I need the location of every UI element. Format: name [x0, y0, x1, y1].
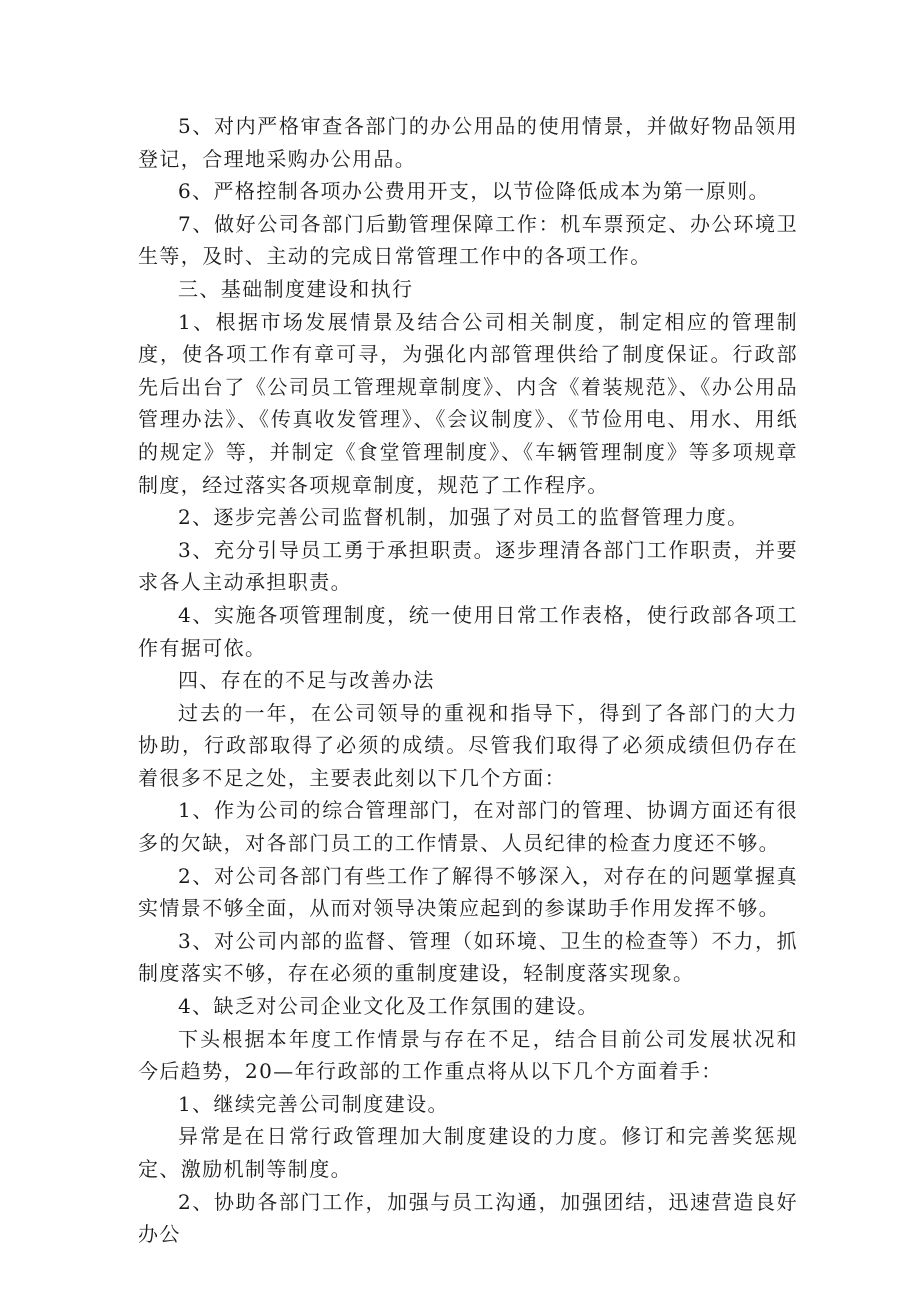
- paragraph: 7、做好公司各部门后勤管理保障工作：机车票预定、办公环境卫生等，及时、主动的完成日常管理工作中的各项工作。: [138, 211, 798, 269]
- paragraph: 3、对公司内部的监督、管理（如环境、卫生的检查等）不力，抓制度落实不够，存在必须的重制度建设，轻制度落实现象。: [138, 928, 798, 986]
- paragraph: 1、根据市场发展情景及结合公司相关制度，制定相应的管理制度，使各项工作有章可寻，为强化内部管理供给了制度保证。行政部先后出台了《公司员工管理规章制度》、内含《着装规范》、《办公用品管理办法》、《传真收发管理》、《会议制度》、《节俭用电、用水、用纸的规定》等，并制定《食堂管理制度》、《车辆管理制度》等多项规章制度，经过落实各项规章制度，规范了工作程序。: [138, 309, 798, 497]
- section-heading: 三、基础制度建设和执行: [178, 276, 414, 301]
- paragraph: 2、协助各部门工作，加强与员工沟通，加强团结，迅速营造良好办公: [138, 1189, 798, 1247]
- section-heading: 四、存在的不足与改善办法: [178, 668, 435, 693]
- paragraph: 1、作为公司的综合管理部门，在对部门的管理、协调方面还有很多的欠缺，对各部门员工的工作情景、人员纪律的检查力度还不够。: [138, 798, 798, 856]
- paragraph: 异常是在日常行政管理加大制度建设的力度。修订和完善奖惩规定、激励机制等制度。: [138, 1124, 798, 1181]
- paragraph: 6、严格控制各项办公费用开支，以节俭降低成本为第一原则。: [178, 179, 770, 204]
- paragraph: 2、逐步完善公司监督机制，加强了对员工的监督管理力度。: [178, 505, 749, 530]
- paragraph: 1、继续完善公司制度建设。: [178, 1091, 449, 1116]
- paragraph: 2、对公司各部门有些工作了解得不够深入，对存在的问题掌握真实情景不够全面，从而对领导决策应起到的参谋助手作用发挥不够。: [138, 863, 798, 921]
- paragraph: 下头根据本年度工作情景与存在不足，结合目前公司发展状况和今后趋势，20—年行政部的工作重点将从以下几个方面着手：: [138, 1026, 798, 1084]
- paragraph: 4、实施各项管理制度，统一使用日常工作表格，使行政部各项工作有据可依。: [138, 602, 798, 660]
- document-body: [138, 110, 798, 1251]
- paragraph: 4、缺乏对公司企业文化及工作氛围的建设。: [178, 994, 599, 1019]
- paragraph: 5、对内严格审查各部门的办公用品的使用情景，并做好物品领用登记，合理地采购办公用品。: [138, 114, 798, 171]
- paragraph: 3、充分引导员工勇于承担职责。逐步理清各部门工作职责，并要求各人主动承担职责。: [138, 537, 798, 595]
- paragraph: 过去的一年，在公司领导的重视和指导下，得到了各部门的大力协助，行政部取得了必须的成绩。尽管我们取得了必须成绩但仍存在着很多不足之处，主要表此刻以下几个方面：: [138, 700, 798, 790]
